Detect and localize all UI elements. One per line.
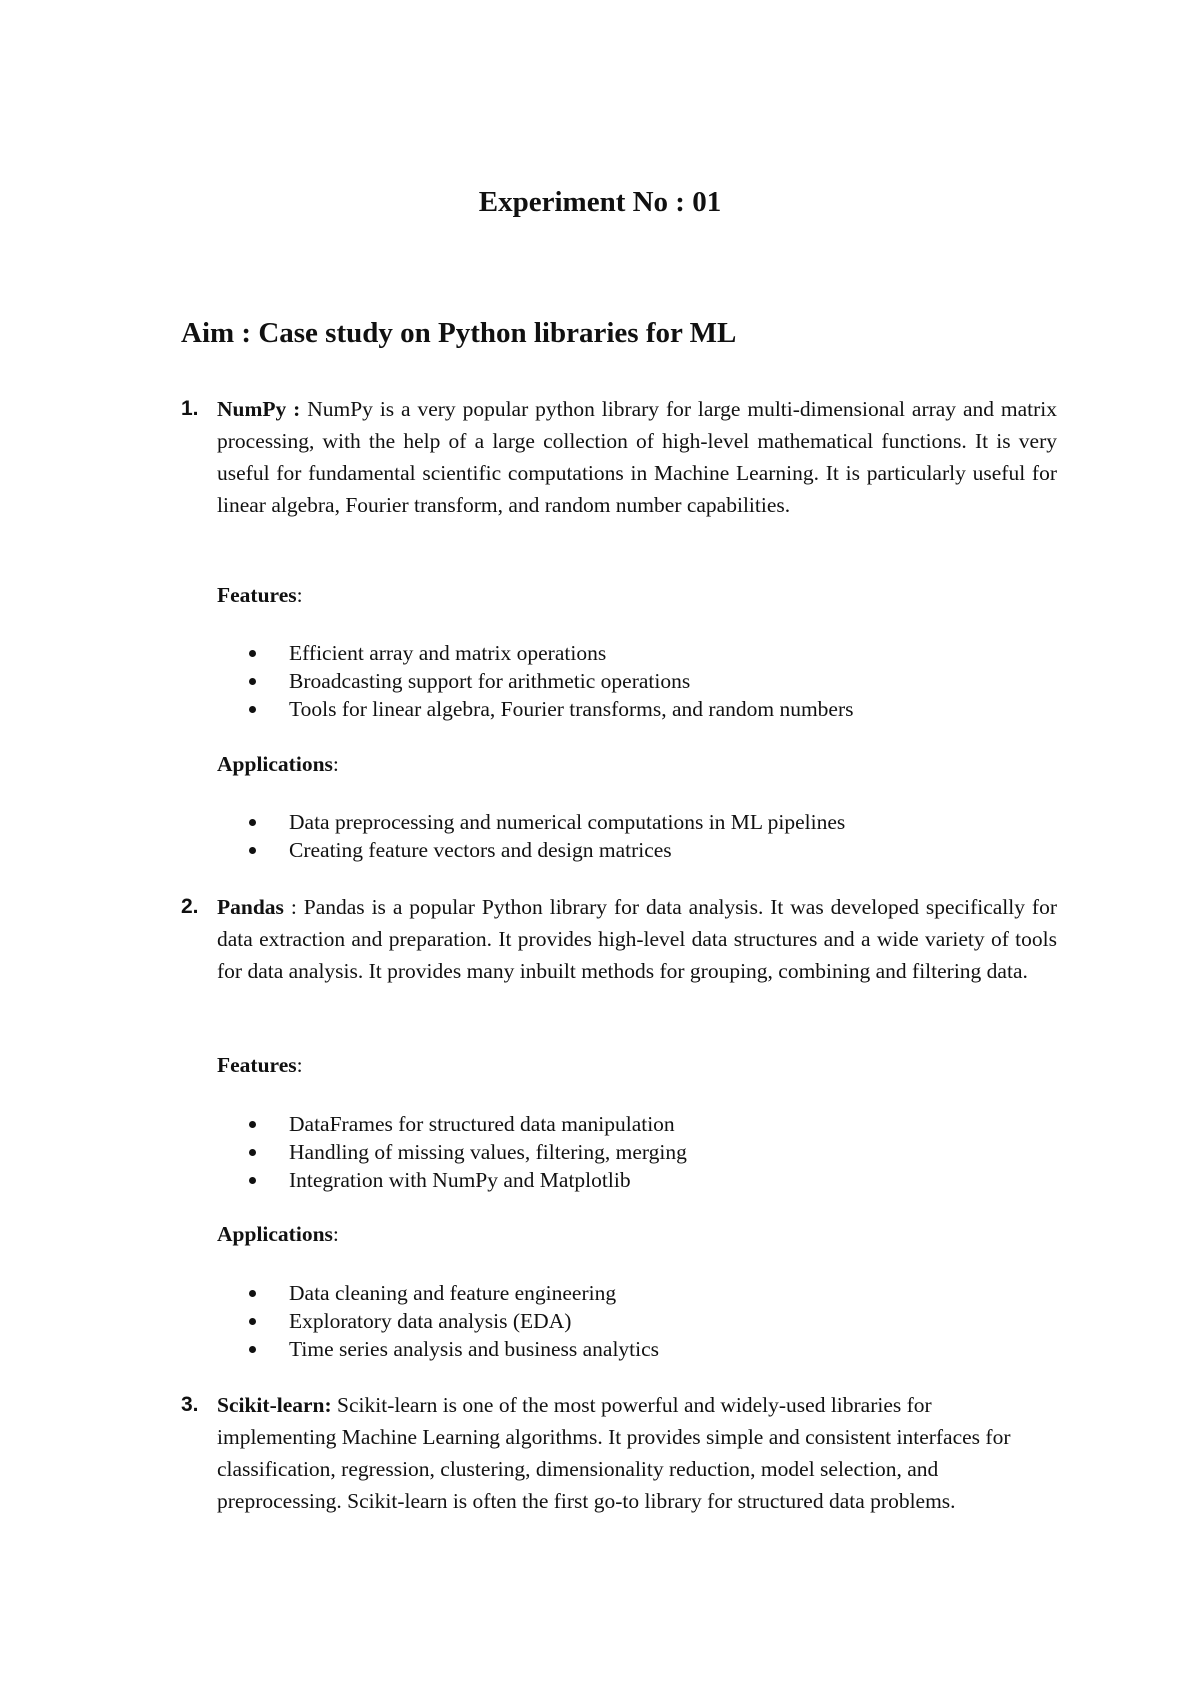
list-item: Handling of missing values, filtering, merging <box>217 1138 687 1166</box>
list-item: Efficient array and matrix operations <box>217 639 854 667</box>
list-item: Data preprocessing and numerical computations in ML pipelines <box>217 808 845 836</box>
features-label: Features: <box>217 583 303 607</box>
section-text: : Pandas is a popular Python library for data analysis. It was developed specifically for data extraction and preparation. It provides high-level data structures and a wide variety of tools for data analysis. It provides many inbuilt methods for grouping, combining and filtering data. <box>217 895 1057 983</box>
aim-heading: Aim : Case study on Python libraries for ML <box>181 317 737 349</box>
section-number: 2. <box>181 895 199 918</box>
list-item: DataFrames for structured data manipulation <box>217 1110 687 1138</box>
list-item: Data cleaning and feature engineering <box>217 1279 659 1307</box>
section-number: 1. <box>181 397 199 420</box>
list-item: Broadcasting support for arithmetic operations <box>217 667 854 695</box>
list-item: Time series analysis and business analytics <box>217 1335 659 1363</box>
bullet-icon <box>249 1346 256 1353</box>
section-number: 3. <box>181 1393 199 1416</box>
bullet-icon <box>249 706 256 713</box>
list-item: Creating feature vectors and design matrices <box>217 836 845 864</box>
section-text: Scikit-learn is one of the most powerful and widely-used libraries for implementing Machine Learning algorithms. It provides simple and consistent interfaces for classification, regression, clustering, dimensionality reduction, model selection, and preprocessing. Scikit-learn is often the first go-to library for structured data problems. <box>217 1393 1011 1513</box>
applications-label: Applications: <box>217 1222 339 1246</box>
section-description <box>217 1389 1037 1517</box>
bullet-icon <box>249 1290 256 1297</box>
bullet-icon <box>249 678 256 685</box>
list-item: Integration with NumPy and Matplotlib <box>217 1166 687 1194</box>
bullet-icon <box>249 650 256 657</box>
list-item: Exploratory data analysis (EDA) <box>217 1307 659 1335</box>
page-title: Experiment No : 01 <box>478 186 722 218</box>
bullet-icon <box>249 847 256 854</box>
section-description <box>217 891 1057 987</box>
bullet-icon <box>249 1177 256 1184</box>
section-name: NumPy : <box>217 397 301 421</box>
section-name: Pandas <box>217 895 284 919</box>
bullet-icon <box>249 1149 256 1156</box>
features-list <box>217 1110 687 1194</box>
applications-label: Applications: <box>217 752 339 776</box>
applications-list <box>217 808 845 864</box>
section-text: NumPy is a very popular python library for large multi-dimensional array and matrix processing, with the help of a large collection of high-level mathematical functions. It is very useful for fundamental scientific computations in Machine Learning. It is particularly useful for linear algebra, Fourier transform, and random number capabilities. <box>217 397 1057 517</box>
bullet-icon <box>249 1121 256 1128</box>
list-item: Tools for linear algebra, Fourier transforms, and random numbers <box>217 695 854 723</box>
bullet-icon <box>249 819 256 826</box>
features-list <box>217 639 854 723</box>
section-description <box>217 393 1057 521</box>
features-label: Features: <box>217 1053 303 1077</box>
applications-list <box>217 1279 659 1363</box>
bullet-icon <box>249 1318 256 1325</box>
section-name: Scikit-learn: <box>217 1393 332 1417</box>
